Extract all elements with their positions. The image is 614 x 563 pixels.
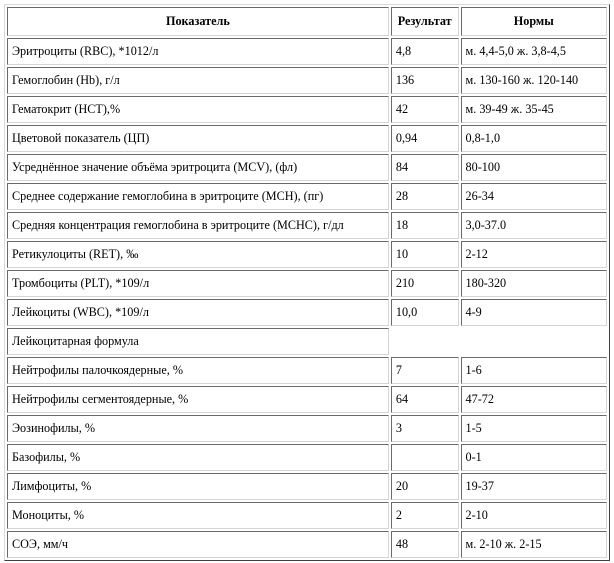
indicator-cell: Базофилы, % bbox=[7, 444, 389, 471]
table-row bbox=[7, 473, 607, 500]
indicator-cell: Нейтрофилы сегментоядерные, % bbox=[7, 386, 389, 413]
header-norms: Нормы bbox=[461, 7, 607, 36]
table-row bbox=[7, 270, 607, 297]
norm-cell: 26-34 bbox=[461, 183, 607, 210]
norm-cell: 180-320 bbox=[461, 270, 607, 297]
result-cell: 0,94 bbox=[391, 125, 459, 152]
indicator-cell: Гемоглобин (Hb), г/л bbox=[7, 67, 389, 94]
result-cell: 10 bbox=[391, 241, 459, 268]
table-row bbox=[7, 357, 607, 384]
norm-cell: 2-10 bbox=[461, 502, 607, 529]
result-cell: 136 bbox=[391, 67, 459, 94]
norm-cell: 19-37 bbox=[461, 473, 607, 500]
result-cell: 64 bbox=[391, 386, 459, 413]
result-cell: 20 bbox=[391, 473, 459, 500]
norm-cell: 80-100 bbox=[461, 154, 607, 181]
result-cell bbox=[391, 444, 459, 471]
indicator-cell: Гематокрит (HCT),% bbox=[7, 96, 389, 123]
result-cell: 210 bbox=[391, 270, 459, 297]
norm-cell: м. 39-49 ж. 35-45 bbox=[461, 96, 607, 123]
table-row bbox=[7, 502, 607, 529]
indicator-cell: Лейкоциты (WBC), *109/л bbox=[7, 299, 389, 326]
norm-cell: 4-9 bbox=[461, 299, 607, 326]
table-row bbox=[7, 183, 607, 210]
indicator-cell: Ретикулоциты (RET), ‰ bbox=[7, 241, 389, 268]
result-cell: 7 bbox=[391, 357, 459, 384]
indicator-cell: Нейтрофилы палочкоядерные, % bbox=[7, 357, 389, 384]
table-row bbox=[7, 154, 607, 181]
norm-cell: 47-72 bbox=[461, 386, 607, 413]
section-label: Лейкоцитарная формула bbox=[7, 328, 389, 355]
blood-test-table bbox=[4, 4, 610, 561]
norm-cell: 1-6 bbox=[461, 357, 607, 384]
norm-cell: 1-5 bbox=[461, 415, 607, 442]
indicator-cell: Моноциты, % bbox=[7, 502, 389, 529]
result-cell: 10,0 bbox=[391, 299, 459, 326]
norm-cell: 0-1 bbox=[461, 444, 607, 471]
table-row bbox=[7, 96, 607, 123]
header-indicator: Показатель bbox=[7, 7, 389, 36]
table-row bbox=[7, 125, 607, 152]
result-cell: 28 bbox=[391, 183, 459, 210]
indicator-cell: Эритроциты (RBC), *1012/л bbox=[7, 38, 389, 65]
norm-cell: м. 130-160 ж. 120-140 bbox=[461, 67, 607, 94]
result-cell: 42 bbox=[391, 96, 459, 123]
norm-cell: 0,8-1,0 bbox=[461, 125, 607, 152]
table-row bbox=[7, 531, 607, 558]
table-row bbox=[7, 212, 607, 239]
result-cell: 3 bbox=[391, 415, 459, 442]
result-cell: 48 bbox=[391, 531, 459, 558]
table-row bbox=[7, 444, 607, 471]
indicator-cell: СОЭ, мм/ч bbox=[7, 531, 389, 558]
norm-cell: 3,0-37.0 bbox=[461, 212, 607, 239]
indicator-cell: Тромбоциты (PLT), *109/л bbox=[7, 270, 389, 297]
table-row bbox=[7, 299, 607, 326]
indicator-cell: Лимфоциты, % bbox=[7, 473, 389, 500]
result-cell: 4,8 bbox=[391, 38, 459, 65]
indicator-cell: Среднее содержание гемоглобина в эритроците (MCH), (пг) bbox=[7, 183, 389, 210]
norm-cell: 2-12 bbox=[461, 241, 607, 268]
table-row bbox=[7, 241, 607, 268]
empty-cell bbox=[391, 328, 607, 355]
section-row bbox=[7, 328, 607, 355]
indicator-cell: Усреднённое значение объёма эритроцита (MCV), (фл) bbox=[7, 154, 389, 181]
norm-cell: м. 2-10 ж. 2-15 bbox=[461, 531, 607, 558]
result-cell: 2 bbox=[391, 502, 459, 529]
indicator-cell: Средняя концентрация гемоглобина в эритроците (MCHC), г/дл bbox=[7, 212, 389, 239]
norm-cell: м. 4,4-5,0 ж. 3,8-4,5 bbox=[461, 38, 607, 65]
table-row bbox=[7, 38, 607, 65]
table-row bbox=[7, 386, 607, 413]
table-row bbox=[7, 415, 607, 442]
result-cell: 84 bbox=[391, 154, 459, 181]
header-result: Результат bbox=[391, 7, 459, 36]
indicator-cell: Эозинофилы, % bbox=[7, 415, 389, 442]
result-cell: 18 bbox=[391, 212, 459, 239]
table-row bbox=[7, 67, 607, 94]
header-row bbox=[7, 7, 607, 36]
indicator-cell: Цветовой показатель (ЦП) bbox=[7, 125, 389, 152]
